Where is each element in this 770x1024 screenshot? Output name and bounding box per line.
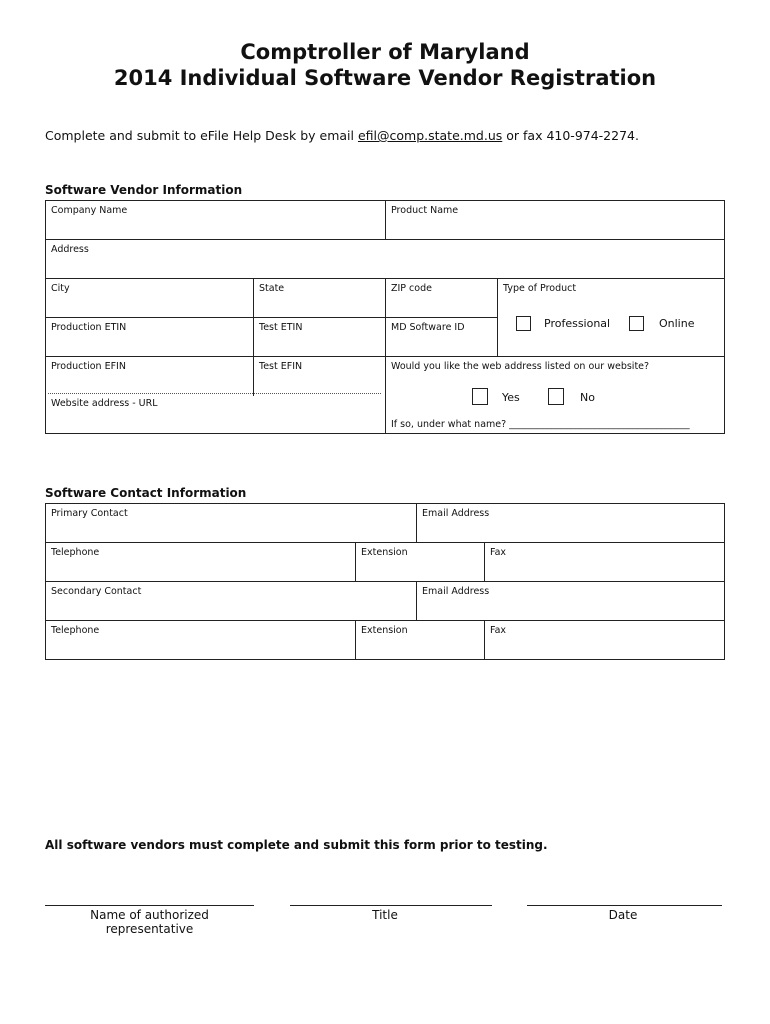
test-efin-field[interactable] [253, 356, 386, 396]
fax-label-1: Fax [490, 547, 507, 558]
if-so-label: If so, under what name? ______________________________________ [391, 419, 690, 430]
fax-label-2: Fax [490, 625, 507, 636]
signature-line-date[interactable] [527, 905, 722, 906]
type-of-product-box [497, 278, 725, 357]
page-subtitle: 2014 Individual Software Vendor Registration [113, 66, 657, 90]
product-name-label: Product Name [391, 205, 459, 216]
address-label: Address [51, 244, 89, 255]
city-label: City [51, 283, 70, 294]
address-field[interactable] [45, 239, 725, 279]
page-title: Comptroller of Maryland [240, 40, 530, 64]
website-label: Website address - URL [51, 398, 158, 409]
test-etin-label: Test ETIN [259, 322, 303, 333]
company-name-label: Company Name [51, 205, 128, 216]
email-address-field-1[interactable] [416, 503, 725, 543]
signature-line-title[interactable] [290, 905, 492, 906]
intro-text [45, 128, 639, 143]
email-address-label-1: Email Address [422, 508, 490, 519]
no-checkbox[interactable] [548, 388, 564, 405]
fax-field-1[interactable] [484, 542, 725, 582]
md-software-id-field[interactable] [385, 317, 498, 357]
yes-label: Yes [502, 391, 520, 404]
product-name-field[interactable] [385, 200, 725, 240]
extension-field-1[interactable] [355, 542, 485, 582]
website-field[interactable] [45, 395, 386, 434]
telephone-field-1[interactable] [45, 542, 356, 582]
signature-title-label: Title [372, 908, 398, 922]
zip-field[interactable] [385, 278, 498, 318]
email-link[interactable]: efil@comp.state.md.us [357, 128, 503, 143]
production-efin-label: Production EFIN [51, 361, 126, 372]
zip-label: ZIP code [391, 283, 432, 294]
signature-date-label: Date [608, 908, 638, 922]
no-label: No [580, 391, 595, 404]
primary-contact-label: Primary Contact [51, 508, 128, 519]
company-name-field[interactable] [45, 200, 386, 240]
telephone-field-2[interactable] [45, 620, 356, 660]
extension-field-2[interactable] [355, 620, 485, 660]
intro-after: or fax 410-974-2274. [502, 128, 639, 143]
vendor-section-heading: Software Vendor Information [45, 183, 243, 197]
secondary-contact-label: Secondary Contact [51, 586, 142, 597]
footer-notice: All software vendors must complete and submit this form prior to testing. [45, 838, 548, 852]
state-field[interactable] [253, 278, 386, 318]
state-label: State [259, 283, 285, 294]
web-question-label: Would you like the web address listed on our website? [391, 361, 650, 372]
contact-section-heading: Software Contact Information [45, 486, 247, 500]
web-question-box [385, 356, 725, 434]
online-checkbox[interactable] [629, 316, 644, 331]
signature-line-name[interactable] [45, 905, 254, 906]
email-address-label-2: Email Address [422, 586, 490, 597]
fax-field-2[interactable] [484, 620, 725, 660]
primary-contact-field[interactable] [45, 503, 417, 543]
signature-name-label: Name of authorized representative [90, 908, 209, 936]
type-of-product-label: Type of Product [503, 283, 577, 294]
telephone-label-2: Telephone [51, 625, 100, 636]
professional-label: Professional [544, 317, 611, 330]
test-efin-label: Test EFIN [259, 361, 303, 372]
online-label: Online [659, 317, 695, 330]
professional-checkbox[interactable] [516, 316, 531, 331]
production-etin-label: Production ETIN [51, 322, 127, 333]
test-etin-field[interactable] [253, 317, 386, 357]
extension-label-1: Extension [361, 547, 408, 558]
city-field[interactable] [45, 278, 254, 318]
md-software-id-label: MD Software ID [391, 322, 465, 333]
production-etin-field[interactable] [45, 317, 254, 357]
secondary-contact-field[interactable] [45, 581, 417, 621]
yes-checkbox[interactable] [472, 388, 488, 405]
extension-label-2: Extension [361, 625, 408, 636]
production-efin-field[interactable] [45, 356, 254, 396]
intro-before: Complete and submit to eFile Help Desk by email [45, 128, 358, 143]
telephone-label-1: Telephone [51, 547, 100, 558]
email-address-field-2[interactable] [416, 581, 725, 621]
efin-divider [48, 393, 381, 394]
